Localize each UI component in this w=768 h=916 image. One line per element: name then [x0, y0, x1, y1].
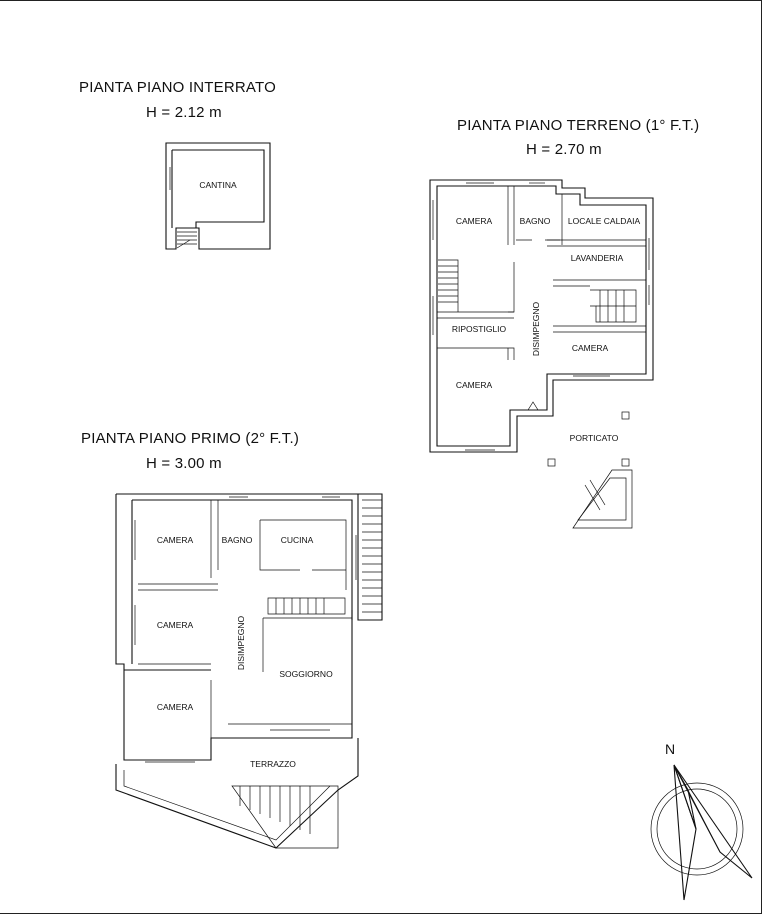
room-terreno-camera-right: CAMERA [571, 343, 609, 353]
room-primo-camera-3: CAMERA [156, 702, 194, 712]
room-terreno-ripostiglio: RIPOSTIGLIO [451, 324, 507, 334]
room-terreno-camera-bottom: CAMERA [455, 380, 493, 390]
height-piano-primo: H = 3.00 m [146, 455, 222, 472]
room-primo-soggiorno: SOGGIORNO [279, 669, 333, 679]
room-cantina: CANTINA [199, 180, 237, 190]
room-primo-bagno: BAGNO [221, 535, 253, 545]
room-terreno-porticato: PORTICATO [569, 433, 619, 443]
title-piano-interrato: PIANTA PIANO INTERRATO [79, 79, 276, 96]
room-primo-camera-1: CAMERA [156, 535, 194, 545]
height-piano-terreno: H = 2.70 m [526, 141, 602, 158]
height-piano-interrato: H = 2.12 m [146, 104, 222, 121]
room-terreno-disimpegno: DISIMPEGNO [531, 301, 541, 357]
room-terreno-lavanderia: LAVANDERIA [570, 253, 624, 263]
compass-north-label: N [665, 741, 676, 757]
room-primo-terrazzo: TERRAZZO [250, 759, 296, 769]
room-terreno-bagno: BAGNO [519, 216, 551, 226]
room-primo-disimpegno: DISIMPEGNO [236, 615, 246, 671]
title-piano-primo: PIANTA PIANO PRIMO (2° F.T.) [81, 430, 300, 447]
room-primo-camera-2: CAMERA [156, 620, 194, 630]
room-terreno-locale-caldaia: LOCALE CALDAIA [567, 216, 641, 226]
room-primo-cucina: CUCINA [280, 535, 314, 545]
room-terreno-camera-top: CAMERA [455, 216, 493, 226]
title-piano-terreno: PIANTA PIANO TERRENO (1° F.T.) [457, 117, 700, 134]
